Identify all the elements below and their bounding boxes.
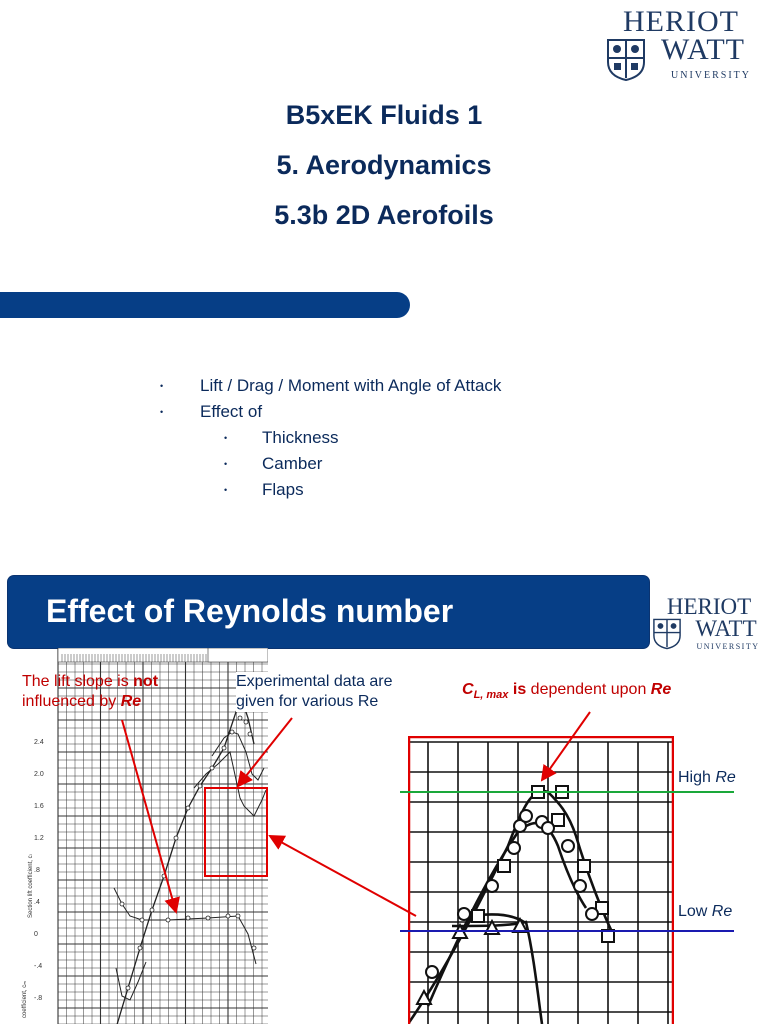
logo-line2: WATT (695, 616, 757, 641)
crest-icon (606, 38, 646, 82)
bullet-icon: • (224, 485, 228, 495)
logo-line3: UNIVERSITY (671, 70, 751, 81)
bullet-text: Lift / Drag / Moment with Angle of Attack (200, 376, 502, 395)
tick-label: 1.2 (34, 835, 44, 842)
zoom-region-box (204, 787, 268, 877)
lift-slope-note: The lift slope is not influenced by Re (22, 673, 159, 710)
low-re-label: Low Re (678, 903, 733, 920)
tick-label: .4 (34, 899, 40, 906)
bullet-text: Effect of (200, 402, 263, 421)
logo-line1: HERIOT (666, 594, 752, 619)
crest-icon (652, 618, 682, 650)
tick-label: 2.4 (34, 739, 44, 746)
bullet-text: Thickness (262, 428, 339, 447)
bullet-icon: • (160, 381, 164, 391)
tick-label: -.8 (34, 995, 43, 1002)
experimental-data-note: Experimental data are given for various Re (236, 673, 393, 710)
course-title: B5xEK Fluids 1 (285, 100, 483, 130)
cl-max-note: $C_{L, max}$ is dependent upon Re (462, 681, 672, 702)
tick-label: 0 (34, 931, 38, 938)
slide-title-bar (8, 576, 649, 648)
logo-line1: HERIOT (623, 5, 739, 38)
slide-title: Effect of Reynolds number (46, 593, 454, 629)
bullet-text: Flaps (262, 480, 304, 499)
tick-label: 2.0 (34, 771, 44, 778)
section-title: 5.3b 2D Aerofoils (274, 200, 494, 230)
high-re-label: High Re (678, 769, 736, 786)
tick-label: .8 (34, 867, 40, 874)
chapter-title: 5. Aerodynamics (276, 150, 492, 180)
decorative-bar (0, 292, 410, 318)
zoomed-cl-max-graph (408, 736, 674, 1024)
tick-label: -.4 (34, 963, 43, 970)
logo-line2: WATT (661, 33, 745, 66)
bullet-icon: • (224, 433, 228, 443)
axis-label: Section lift coefficient, cₗ (28, 854, 34, 918)
bullet-icon: • (224, 459, 228, 469)
logo-line3: UNIVERSITY (696, 642, 760, 651)
bullet-text: Camber (262, 454, 323, 473)
tick-label: 1.6 (34, 803, 44, 810)
axis-label-2: coefficient, cₘ (22, 981, 28, 1018)
bullet-icon: • (160, 407, 164, 417)
